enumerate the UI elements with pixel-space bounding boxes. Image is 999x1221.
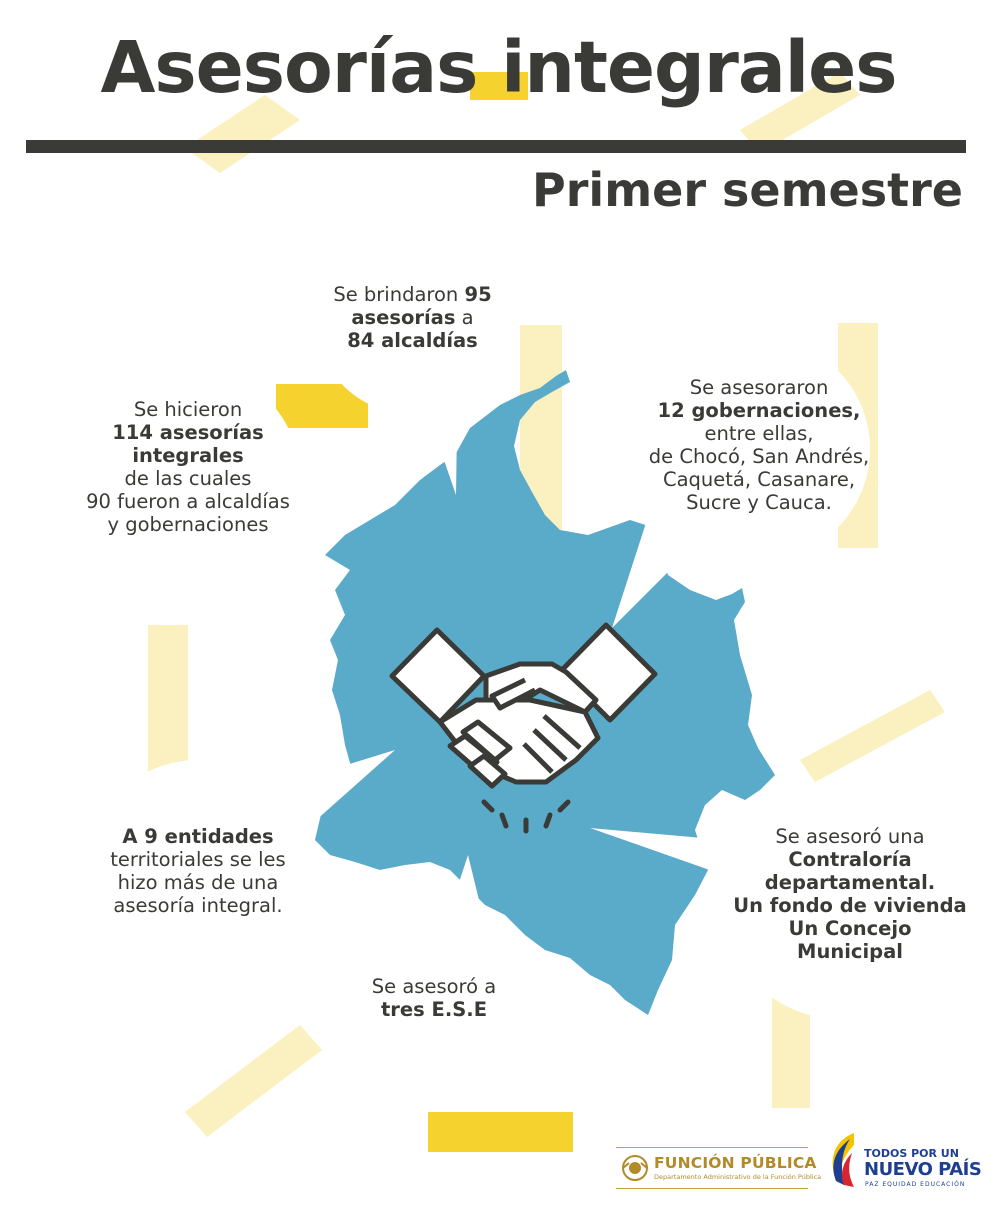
bubble-left-line1: Se hicieron bbox=[133, 398, 243, 421]
bubble-bottom-left-line1: A 9 entidades bbox=[122, 825, 274, 848]
bubble-bottom-left-line3: hizo más de una bbox=[117, 871, 279, 894]
bubble-left-text bbox=[78, 398, 298, 536]
funcion-publica-logo bbox=[616, 1147, 822, 1189]
bubble-right-line4: de Chocó, San Andrés, bbox=[648, 445, 870, 468]
bubble-right-line3: entre ellas, bbox=[704, 422, 814, 445]
bubble-left-line5: 90 fueron a alcaldías bbox=[86, 490, 290, 513]
bubble-right-line5: Caquetá, Casanare, bbox=[662, 468, 856, 491]
bubble-right-line6: Sucre y Cauca. bbox=[686, 491, 832, 514]
bubble-top-line1: Se brindaron bbox=[333, 283, 465, 306]
bubble-bottom-right-text bbox=[730, 825, 970, 963]
bubble-bottom-right-line6: Municipal bbox=[797, 940, 903, 963]
bubble-right-line2: 12 gobernaciones, bbox=[657, 399, 861, 422]
bubble-bottom-center-line2: tres E.S.E bbox=[380, 998, 488, 1021]
coat-of-arms-icon bbox=[620, 1153, 650, 1183]
bubble-left-line4: de las cuales bbox=[124, 467, 252, 490]
page-subtitle: Primer semestre bbox=[532, 163, 963, 217]
todos-por-un-line3: PAZ EQUIDAD EDUCACIÓN bbox=[865, 1181, 966, 1188]
bubble-left-line6: y gobernaciones bbox=[107, 513, 269, 536]
funcion-publica-subtitle: Departamento Administrativo de la Función Pública bbox=[654, 1173, 822, 1181]
bubble-bottom-left-text bbox=[93, 825, 303, 917]
bubble-left-line2: 114 asesorías bbox=[112, 421, 264, 444]
funcion-publica-name: FUNCIÓN PÚBLICA bbox=[654, 1154, 817, 1172]
footer-logos bbox=[612, 1125, 982, 1205]
page-title: Asesorías integrales bbox=[100, 26, 897, 109]
todos-por-un-nuevo-pais-flag-icon bbox=[824, 1131, 858, 1191]
bubble-bottom-right-line4: Un fondo de vivienda bbox=[733, 894, 967, 917]
bubble-top-line1-bold: 95 bbox=[464, 283, 492, 306]
todos-por-un-line2: NUEVO PAÍS bbox=[864, 1159, 982, 1180]
bubble-top-line3-bold: 84 alcaldías bbox=[347, 329, 478, 352]
bubble-top-line2: a bbox=[455, 306, 474, 329]
bubble-bottom-center-text bbox=[359, 975, 509, 1021]
bubble-bottom-center-line1: Se asesoró a bbox=[371, 975, 497, 998]
bubble-left-line3: integrales bbox=[132, 444, 244, 467]
bubble-right-text bbox=[648, 376, 870, 514]
bubble-bottom-right-line2: Contraloría bbox=[788, 848, 912, 871]
bubble-bottom-left-line2: territoriales se les bbox=[110, 848, 286, 871]
bubble-bottom-left-line4: asesoría integral. bbox=[113, 894, 283, 917]
bubble-top-line2-bold: asesorías bbox=[351, 306, 456, 329]
bubble-bottom-right-line1: Se asesoró una bbox=[775, 825, 925, 848]
bubble-top-text bbox=[315, 283, 510, 352]
bubble-right-line1: Se asesoraron bbox=[689, 376, 829, 399]
todos-por-un-line1: TODOS POR UN bbox=[864, 1147, 959, 1160]
bubble-bottom-right-line3: departamental. bbox=[764, 871, 936, 894]
bubble-bottom-right-line5: Un Concejo bbox=[788, 917, 912, 940]
